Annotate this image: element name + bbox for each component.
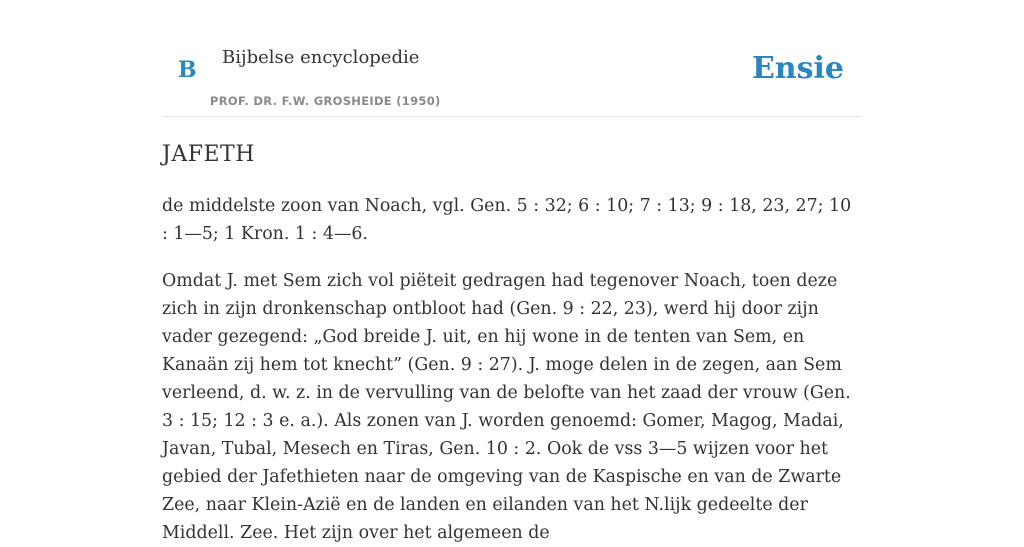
book-title[interactable]: Bijbelse encyclopedie [222, 47, 420, 68]
site-header [162, 0, 862, 117]
entry-title: JAFETH [162, 142, 255, 167]
article-paragraph: de middelste zoon van Noach, vgl. Gen. 5 : 32; 6 : 10; 7 : 13; 9 : 18, 23, 27; 10 : 1—5; 1 Kron. 1 : 4—6. [162, 196, 852, 244]
article-paragraph: Omdat J. met Sem zich vol piëteit gedragen had tegenover Noach, toen deze zich in zijn dronkenschap ontbloot had (Gen. 9 : 22, 23), werd hij door zijn vader gezegend: „God breide J. uit, en hij wone in de tenten van Sem, en Kanaän zij hem tot knecht” (Gen. 9 : 27). J. moge delen in de zegen, aan Sem verleend, d. w. z. in de vervulling van de belofte van het zaad der vrouw (Gen. 3 : 15; 12 : 3 e. a.). Als zonen van J. worden genoemd: Gomer, Magog, Madai, Javan, Tubal, Mesech en Tiras, Gen. 10 : 2. Ook de vss 3—5 wijzen voor het gebied der Jafethieten naar de omgeving van de Kaspische en van de Zwarte Zee, naar Klein-Azië en de landen en eilanden van het N.lijk gedeelte der Middell. Zee. Het zijn over het algemeen de [162, 271, 851, 543]
book-author: PROF. DR. F.W. GROSHEIDE (1950) [210, 94, 441, 108]
ensie-logo-link[interactable]: Ensie [751, 51, 844, 86]
book-logo[interactable]: B [178, 57, 197, 83]
article [162, 138, 862, 547]
